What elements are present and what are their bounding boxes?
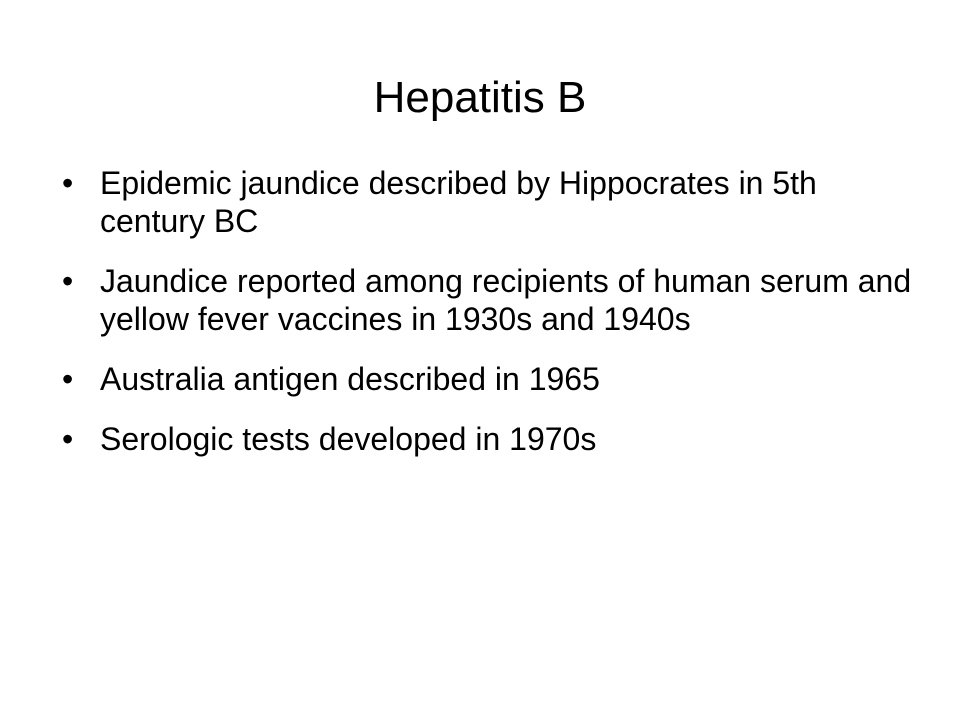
bullet-text: Jaundice reported among recipients of human serum and yellow fever vaccines in 1930s and 1940s (100, 263, 912, 337)
bullet-item (62, 164, 922, 240)
bullet-marker: • (62, 361, 74, 397)
slide-title: Hepatitis B (373, 73, 587, 122)
bullet-text: Epidemic jaundice described by Hippocrates in 5th century BC (100, 165, 817, 239)
bullet-marker: • (62, 165, 74, 201)
bullet-marker: • (62, 263, 74, 299)
bullet-item (62, 360, 922, 398)
bullet-item (62, 420, 922, 458)
bullet-list (62, 164, 922, 480)
bullet-text: Australia antigen described in 1965 (100, 361, 600, 397)
bullet-text: Serologic tests developed in 1970s (100, 421, 597, 457)
bullet-item (62, 262, 922, 338)
bullet-marker: • (62, 421, 74, 457)
